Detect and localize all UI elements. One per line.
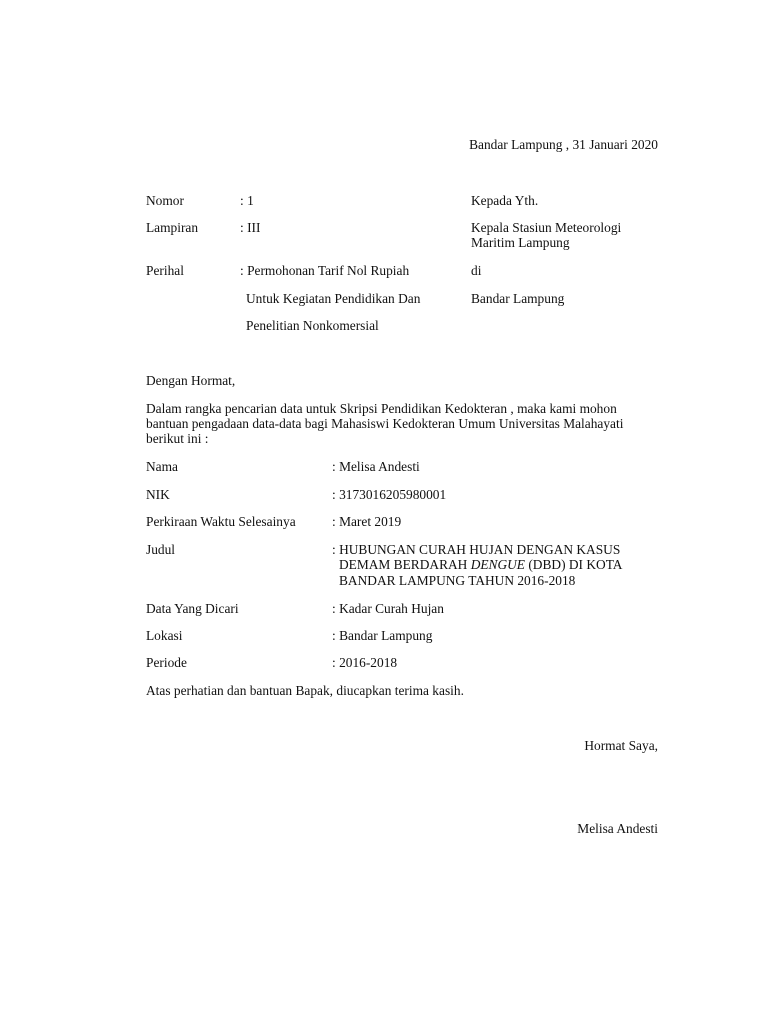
judul-line-2-post: (DBD) DI KOTA xyxy=(525,557,623,572)
nama-label: Nama xyxy=(146,459,178,474)
lokasi-label: Lokasi xyxy=(146,628,183,643)
recipient-line-5: Bandar Lampung xyxy=(471,291,565,306)
judul-line-3: BANDAR LAMPUNG TAHUN 2016-2018 xyxy=(339,573,576,588)
place-date: Bandar Lampung , 31 Januari 2020 xyxy=(469,137,658,152)
intro-line-2: bantuan pengadaan data-data bagi Mahasiswi Kedokteran Umum Universitas Malahayati xyxy=(146,416,624,431)
intro-line-3: berikut ini : xyxy=(146,431,209,446)
perihal-line-3: Penelitian Nonkomersial xyxy=(246,318,379,333)
data-value: : Kadar Curah Hujan xyxy=(332,601,444,616)
judul-line-2-italic: DENGUE xyxy=(470,557,525,572)
perihal-label: Perihal xyxy=(146,263,184,278)
salutation: Dengan Hormat, xyxy=(146,373,236,388)
recipient-line-4: di xyxy=(471,263,482,278)
closing-text: Atas perhatian dan bantuan Bapak, diucapkan terima kasih. xyxy=(146,683,464,698)
recipient-line-2: Kepala Stasiun Meteorologi xyxy=(471,220,622,235)
lokasi-value: : Bandar Lampung xyxy=(332,628,433,643)
lampiran-value: : III xyxy=(240,220,261,235)
intro-line-1: Dalam rangka pencarian data untuk Skripsi Pendidikan Kedokteran , maka kami mohon xyxy=(146,401,617,416)
waktu-label: Perkiraan Waktu Selesainya xyxy=(146,514,296,529)
perihal-line-1: : Permohonan Tarif Nol Rupiah xyxy=(240,263,410,278)
nik-value: : 3173016205980001 xyxy=(332,487,447,502)
nomor-value: : 1 xyxy=(240,193,254,208)
lampiran-label: Lampiran xyxy=(146,220,199,235)
signoff: Hormat Saya, xyxy=(584,738,658,753)
judul-line-2-pre: DEMAM BERDARAH xyxy=(339,557,471,572)
signature-name: Melisa Andesti xyxy=(577,821,658,836)
recipient-line-3: Maritim Lampung xyxy=(471,235,570,250)
nomor-label: Nomor xyxy=(146,193,184,208)
judul-label: Judul xyxy=(146,542,176,557)
waktu-value: : Maret 2019 xyxy=(332,514,402,529)
periode-label: Periode xyxy=(146,655,187,670)
nik-label: NIK xyxy=(146,487,170,502)
judul-line-1: : HUBUNGAN CURAH HUJAN DENGAN KASUS xyxy=(332,542,621,557)
recipient-line-1: Kepada Yth. xyxy=(471,193,539,208)
judul-line-2 xyxy=(339,557,622,573)
nama-value: : Melisa Andesti xyxy=(332,459,420,474)
data-label: Data Yang Dicari xyxy=(146,601,239,616)
periode-value: : 2016-2018 xyxy=(332,655,398,670)
perihal-line-2: Untuk Kegiatan Pendidikan Dan xyxy=(246,291,421,306)
